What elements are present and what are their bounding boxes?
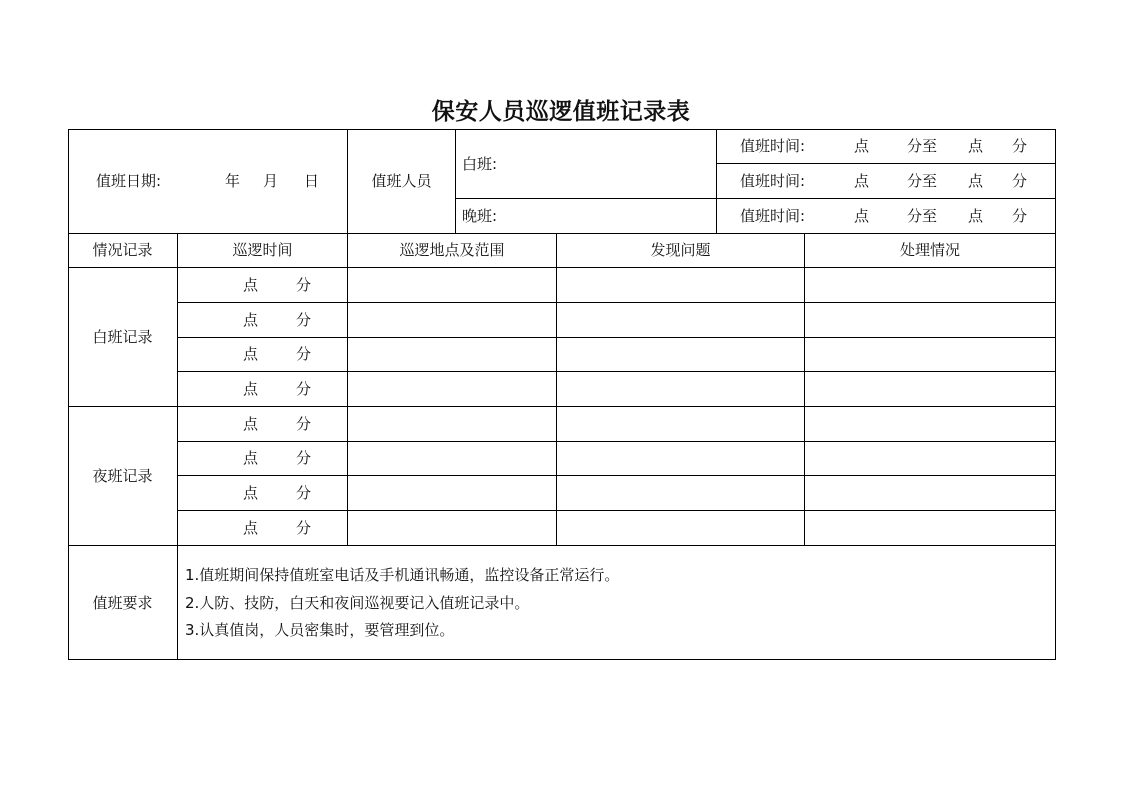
row-rule [177, 337, 1056, 338]
row-rule [177, 302, 1056, 303]
staff-label: 值班人员 [371, 172, 432, 190]
column-header: 巡逻地点及范围 [399, 241, 505, 259]
date-month-unit: 月 [263, 172, 279, 190]
header-rule-time [716, 163, 1056, 164]
section-rule [68, 406, 1056, 407]
night-shift-label: 晚班: [462, 207, 498, 225]
patrol-duty-form [68, 129, 1056, 660]
duty-time-label: 值班时间: [740, 207, 806, 225]
minute-unit: 分 [1012, 172, 1028, 190]
hour-unit: 点 [854, 137, 870, 155]
form-border-bottom [68, 659, 1056, 660]
column-divider-4 [804, 233, 805, 545]
hour-unit: 点 [243, 345, 259, 363]
minute-unit: 分 [1012, 137, 1028, 155]
date-day-unit: 日 [304, 172, 320, 190]
column-divider-1 [177, 233, 178, 660]
column-header: 发现问题 [650, 241, 711, 259]
minute-unit: 分 [296, 484, 312, 502]
minute-unit: 分 [296, 380, 312, 398]
header-rule-shift [455, 198, 1056, 199]
minute-to-unit: 分至 [907, 137, 938, 155]
patrol-time-cell [178, 518, 347, 538]
minute-unit: 分 [296, 519, 312, 537]
hour-unit: 点 [968, 137, 984, 155]
row-rule [177, 510, 1056, 511]
hour-unit: 点 [854, 207, 870, 225]
hour-unit: 点 [968, 172, 984, 190]
day-shift-label: 白班: [462, 155, 498, 173]
minute-unit: 分 [296, 415, 312, 433]
row-rule [177, 475, 1056, 476]
requirements-label: 值班要求 [92, 594, 153, 612]
duty-time-label: 值班时间: [740, 137, 806, 155]
date-label: 值班日期: [96, 172, 162, 190]
column-header: 巡逻时间 [232, 241, 293, 259]
row-rule [68, 267, 1056, 268]
duty-time-row [717, 136, 1056, 156]
minute-to-unit: 分至 [907, 207, 938, 225]
duty-time-row [717, 206, 1056, 226]
column-divider-3 [556, 233, 557, 545]
hour-unit: 点 [243, 311, 259, 329]
duty-time-label: 值班时间: [740, 172, 806, 190]
row-rule [177, 371, 1056, 372]
hour-unit: 点 [243, 449, 259, 467]
section-rule [68, 545, 1056, 546]
minute-to-unit: 分至 [907, 172, 938, 190]
hour-unit: 点 [854, 172, 870, 190]
patrol-time-cell [178, 310, 347, 330]
minute-unit: 分 [296, 276, 312, 294]
column-header: 处理情况 [899, 241, 960, 259]
hour-unit: 点 [243, 276, 259, 294]
patrol-time-cell [178, 483, 347, 503]
hour-unit: 点 [243, 519, 259, 537]
requirement-item: 2.人防、技防，白天和夜间巡视要记入值班记录中。 [185, 594, 530, 612]
date-year-unit: 年 [225, 172, 241, 190]
day-shift-record-label: 白班记录 [92, 328, 153, 346]
night-shift-record-label: 夜班记录 [92, 467, 153, 485]
requirement-item: 1.值班期间保持值班室电话及手机通讯畅通，监控设备正常运行。 [185, 566, 620, 584]
patrol-time-cell [178, 414, 347, 434]
hour-unit: 点 [243, 415, 259, 433]
column-divider-2 [347, 233, 348, 545]
patrol-time-cell [178, 344, 347, 364]
patrol-time-cell [178, 448, 347, 468]
requirement-item: 3.认真值岗，人员密集时，要管理到位。 [185, 621, 455, 639]
form-border-left [68, 129, 69, 660]
minute-unit: 分 [1012, 207, 1028, 225]
header-bottom-rule [68, 233, 1056, 234]
row-rule [177, 441, 1056, 442]
hour-unit: 点 [243, 484, 259, 502]
patrol-time-cell [178, 379, 347, 399]
minute-unit: 分 [296, 345, 312, 363]
hour-unit: 点 [243, 380, 259, 398]
minute-unit: 分 [296, 311, 312, 329]
column-header: 情况记录 [92, 241, 153, 259]
minute-unit: 分 [296, 449, 312, 467]
header-divider-staff [455, 129, 456, 233]
duty-time-row [717, 171, 1056, 191]
form-border-top [68, 129, 1056, 130]
page-title: 保安人员巡逻值班记录表 [431, 99, 691, 125]
patrol-time-cell [178, 275, 347, 295]
hour-unit: 点 [968, 207, 984, 225]
